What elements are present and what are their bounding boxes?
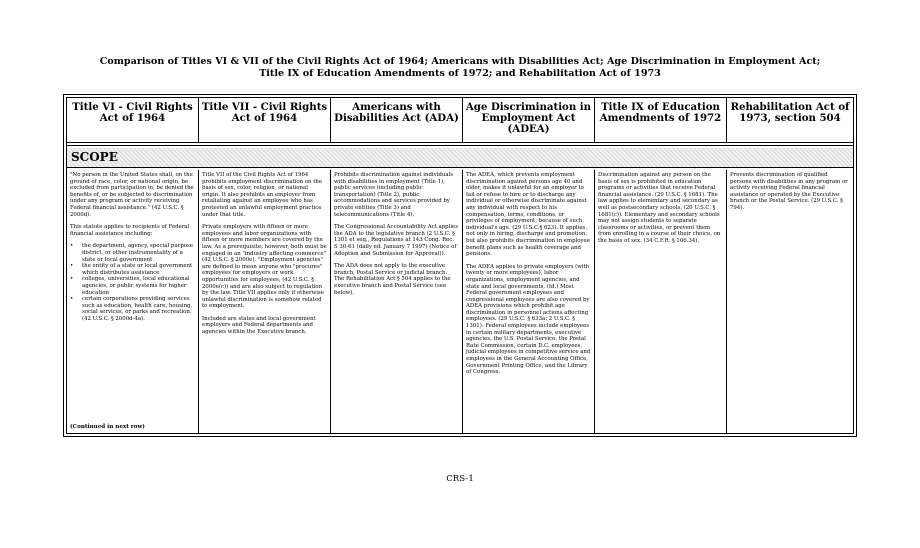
page-number: CRS-1 [446, 474, 474, 484]
list-item-text: the entity of a state or local government which distributes assistance [82, 263, 193, 276]
cell-paragraph: This statute applies to recipients of Federal financial assistance including: [70, 224, 190, 237]
title-line-2: Title IX of Education Amendments of 1972; and Rehabilitation Act of 1973 [259, 68, 661, 79]
cell-paragraph: The ADEA, which prevents employment discrimination against persons age 40 and older, makes it unlawful for an employer to fail or refuse to hire or to discharge any individual or otherwise discriminate against any individual with respect to his compensation, terms, conditions, or privileges of employment, because of such individual's age. (29 U.S.C.§ 623). It applies, not only in hiring, discharge and promotion, but also prohibits discrimination in employee benefit plans such as health coverage and pensions. [466, 172, 590, 258]
cell-paragraph: "No person in the United States shall, on the ground of race, color, or national origin, be excluded from participation in, be denied the benefits of, or be subjected to discrimination under any program or activity receiving Federal financial assistance." (42 U.S.C. § 2000d). [70, 172, 194, 218]
cell-paragraph: Included are states and local government employers and Federal departments and agencies within the Executive branch. [202, 315, 316, 336]
header-title-ix: Title IX of Education Amendments of 1972 [595, 98, 727, 142]
header-title-vii: Title VII - Civil Rights Act of 1964 [199, 98, 331, 142]
table-inner-frame [66, 97, 854, 434]
cell-ada-scope [331, 170, 463, 433]
cell-paragraph: Discrimination against any person on the basis of sex is prohibited in education programs or activities that receive Federal financial assistance. (20 U.S.C. § 1681). The law applies to elementary and secondary as well as postsecondary schools. (20 U.S.C. § 1681(c)). Elementary and secondary schools may not assign students to separate classrooms or activities, or prevent them from enrolling in a course of their choice, on the basis of sex. (34 C.F.R. § 106.34). [598, 172, 721, 244]
cell-title-ix-scope [595, 170, 727, 433]
list-item-text: certain corporations providing services such as education, health care, housing, social services, or parks and recreation. (42 U.S.C. § 2000d-4a). [82, 296, 193, 322]
cell-title-vii-scope [199, 170, 331, 433]
cell-title-vi-scope [67, 170, 199, 433]
document-title [40, 56, 880, 80]
cell-paragraph: The ADA does not apply to the executive branch, Postal Service or judicial branch. The Rehabilitation Act § 504 applies to the executive branch and Postal Service (see below). [334, 263, 451, 296]
cell-paragraph: Private employers with fifteen or more employees and labor organizations with fifteen or more members are covered by the law. As a prerequisite; however, both must be engaged in an "industry affecting commerce" (42 U.S.C. § 2000e). "Employment agencies" are defined to mean anyone who "procures" employees for employers or work opportunities for employees, (42 U.S.C. § 2000e(c)) and are also subject to regulation by the law. Title VII applies only if otherwise unlawful discrimination is somehow related to employment. [202, 224, 327, 310]
recipient-list [70, 243, 195, 322]
list-item-text: the department, agency, special purpose district, or other instrumentality of a state or local government [82, 243, 194, 263]
cell-paragraph: Title VII of the Civil Rights Act of 1964 prohibits employment discrimination on the basis of sex, color, religion, or national origin. It also prohibits an employer from retaliating against an employee who has protested an unlawful employment practice under that title. [202, 172, 323, 218]
bullet-marker: • [70, 276, 74, 283]
scope-label: SCOPE [71, 150, 118, 164]
cell-paragraph: Prevents discrimination of qualified persons with disabilities in any program or activity receiving Federal financial assistance or operated by the Executive branch or the Postal Service. (29 U.S.C. § 794). [730, 172, 848, 211]
list-item-text: colleges, universities, local educational agencies, or public systems for higher education [82, 276, 190, 296]
comparison-table [63, 94, 857, 437]
cell-adea-scope [463, 170, 595, 433]
list-item [70, 243, 195, 263]
bullet-marker: • [70, 243, 74, 250]
list-item [70, 296, 195, 322]
header-adea: Age Discrimination in Employment Act (ADEA) [463, 98, 595, 142]
header-rehab-act: Rehabilitation Act of 1973, section 504 [730, 101, 850, 124]
list-item [70, 263, 195, 276]
header-divider [67, 142, 853, 143]
cell-paragraph: Prohibits discrimination against individuals with disabilities in employment (Title 1), public services (including public transportation) (Title 2), public accommodations and services provided by private entities (Title 3) and telecommunications (Title 4). [334, 172, 454, 218]
scope-section-bar [67, 148, 853, 168]
header-ada: Americans with Disabilities Act (ADA) [331, 98, 463, 142]
bullet-marker: • [70, 296, 74, 303]
bullet-marker: • [70, 263, 74, 270]
continued-note: (Continued in next row) [70, 424, 145, 431]
header-title-vi: Title VI - Civil Rights Act of 1964 [67, 98, 199, 142]
header-divider-inner [67, 145, 853, 146]
cell-paragraph: The Congressional Accountability Act applies the ADA to the legislative branch (2 U.S.C. § 1301 et seq., Regulations at 143 Cong. Rec. S 30-61 (daily ed. January 7 1997) (Notice of Adoption and Submission for Approval)). [334, 224, 459, 257]
list-item [70, 276, 195, 296]
cell-paragraph: The ADEA applies to private employers (with twenty or more employees), labor organizations, employment agencies, and state and local governments. (Id.) Most Federal government employees and congressional employees are also covered by ADEA provisions which prohibit age discrimination in personnel actions affecting employees. (29 U.S.C. § 633a; 2 U.S.C. § 1301). Federal employees include employees in certain military departments, executive agencies, the U.S. Postal Service, the Postal Rate Commission, certain D.C. employees, judicial employees in competitive service and employees in the General Accounting Office, Government Printing Office, and the Library of Congress. [466, 263, 591, 376]
title-line-1: Comparison of Titles VI & VII of the Civil Rights Act of 1964; Americans with Disabilities Act; Age Discrimination in Employment Act; [99, 56, 821, 67]
cell-rehab-act-scope [727, 170, 853, 433]
